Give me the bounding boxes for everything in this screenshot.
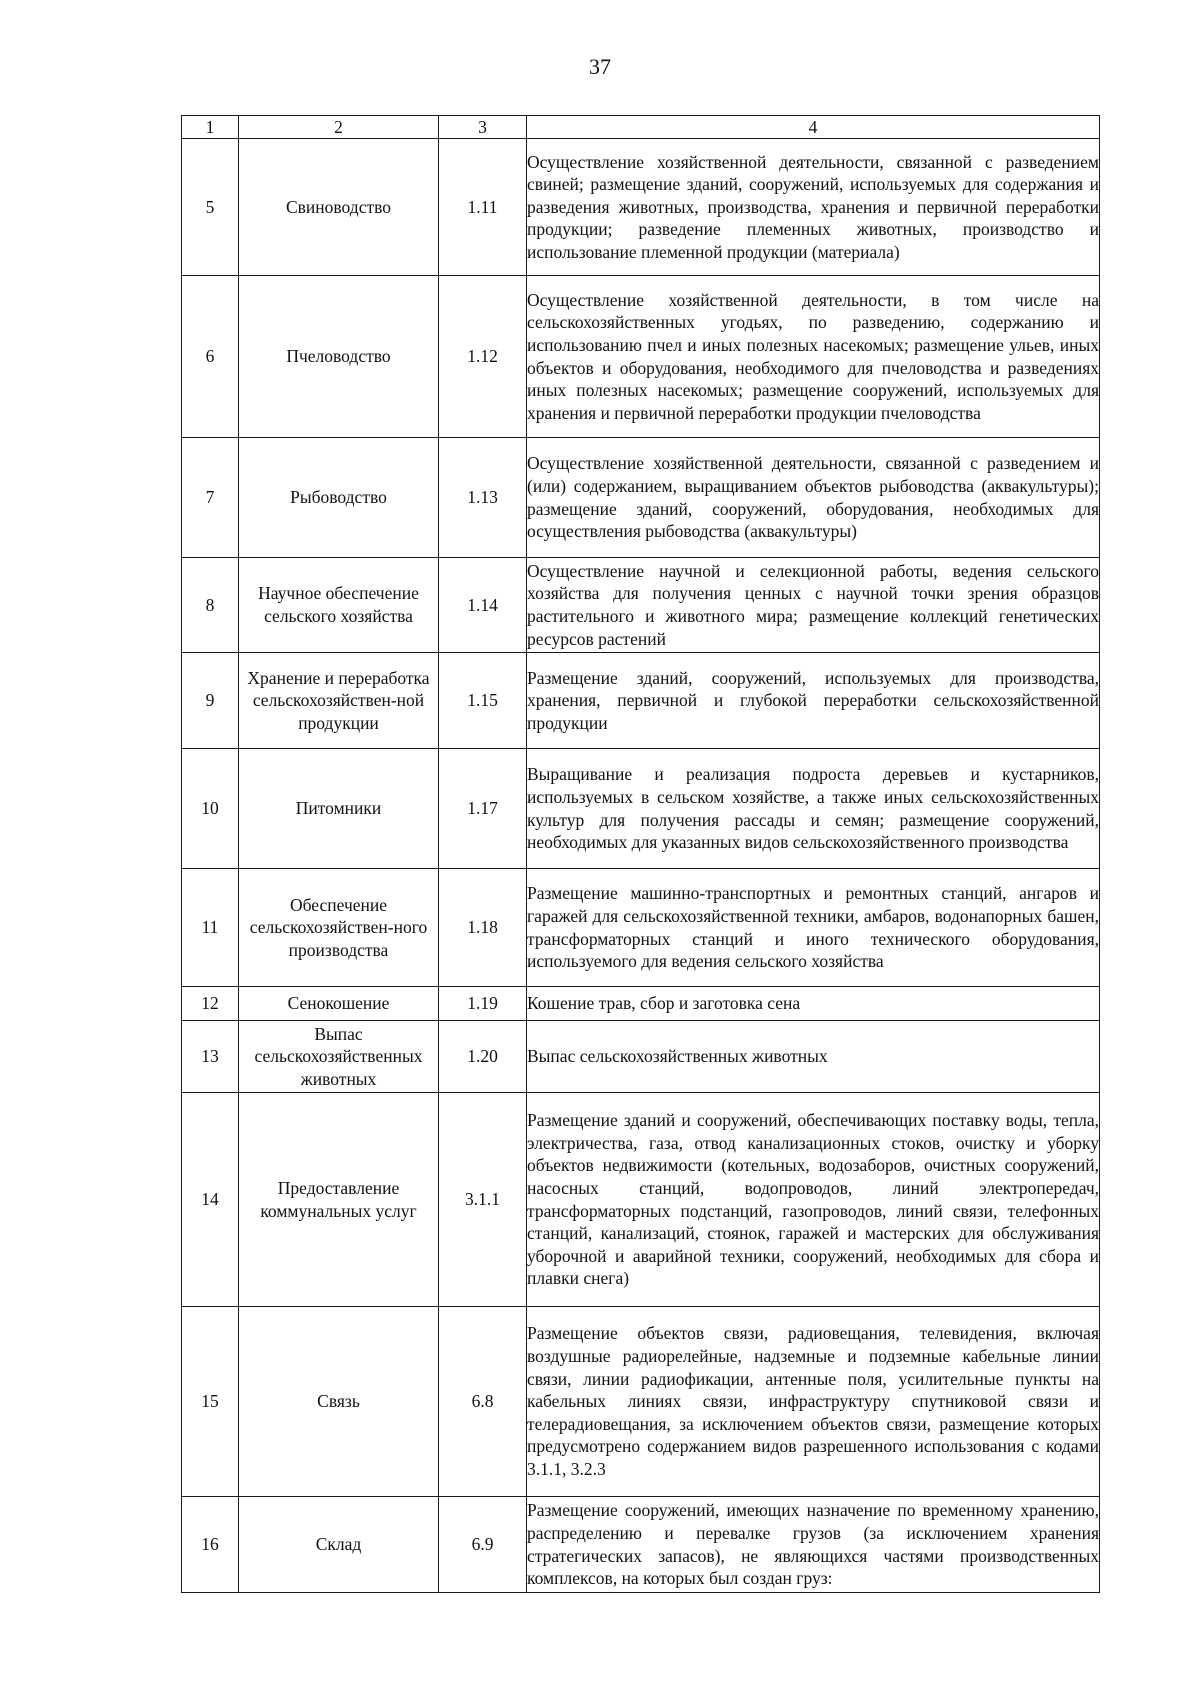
land-use-name: Склад [239, 1497, 439, 1593]
land-use-description: Размещение сооружений, имеющих назначение по временному хранению, распределению и перевалке грузов (за исключением хранения стратегических запасов), не являющихся частями производственных комплексов, на которых был создан груз: [527, 1497, 1100, 1593]
row-number: 14 [182, 1093, 239, 1307]
table-row [182, 558, 1100, 653]
table-row [182, 276, 1100, 438]
land-use-name: Рыбоводство [239, 438, 439, 558]
land-use-description: Осуществление хозяйственной деятельности, связанной с разведением и (или) содержанием, выращиванием объектов рыбоводства (аквакультуры); размещение зданий, сооружений, оборудования, необходимых для осуществления рыбоводства (аквакультуры) [527, 438, 1100, 558]
land-use-code: 1.14 [439, 558, 527, 653]
land-use-code: 1.11 [439, 139, 527, 276]
table-row [182, 1307, 1100, 1497]
row-number: 9 [182, 653, 239, 749]
header-col-1: 1 [182, 116, 239, 139]
land-use-description: Выпас сельскохозяйственных животных [527, 1021, 1100, 1093]
land-use-description: Размещение машинно-транспортных и ремонтных станций, ангаров и гаражей для сельскохозяйственной техники, амбаров, водонапорных башен, трансформаторных станций и иного технического оборудования, используемого для ведения сельского хозяйства [527, 869, 1100, 987]
row-number: 15 [182, 1307, 239, 1497]
land-use-description: Размещение объектов связи, радиовещания, телевидения, включая воздушные радиорелейные, надземные и подземные кабельные линии связи, линии радиофикации, антенные поля, усилительные пункты на кабельных линиях связи, инфраструктуру спутниковой связи и телерадиовещания, за исключением объектов связи, размещение которых предусмотрено содержанием видов разрешенного использования с кодами 3.1.1, 3.2.3 [527, 1307, 1100, 1497]
header-col-3: 3 [439, 116, 527, 139]
land-use-code: 6.9 [439, 1497, 527, 1593]
land-use-description: Размещение зданий, сооружений, используемых для производства, хранения, первичной и глубокой переработки сельскохозяйственной продукции [527, 653, 1100, 749]
land-use-code: 1.18 [439, 869, 527, 987]
land-use-code: 3.1.1 [439, 1093, 527, 1307]
land-use-name: Выпас сельскохозяйственных животных [239, 1021, 439, 1093]
header-col-2: 2 [239, 116, 439, 139]
land-use-code: 6.8 [439, 1307, 527, 1497]
row-number: 8 [182, 558, 239, 653]
land-use-description: Осуществление хозяйственной деятельности, связанной с разведением свиней; размещение зданий, сооружений, используемых для содержания и разведения животных, производства, хранения и первичной переработки продукции; разведение племенных животных, производство и использование племенной продукции (материала) [527, 139, 1100, 276]
row-number: 7 [182, 438, 239, 558]
land-use-code: 1.19 [439, 987, 527, 1021]
table-row [182, 653, 1100, 749]
row-number: 12 [182, 987, 239, 1021]
table-row [182, 749, 1100, 869]
land-use-code: 1.17 [439, 749, 527, 869]
row-number: 16 [182, 1497, 239, 1593]
header-row [182, 116, 1100, 139]
table-row [182, 869, 1100, 987]
land-use-name: Сенокошение [239, 987, 439, 1021]
land-use-name: Связь [239, 1307, 439, 1497]
land-use-name: Обеспечение сельскохозяйствен-ного производства [239, 869, 439, 987]
table-row [182, 1021, 1100, 1093]
land-use-name: Хранение и переработка сельскохозяйствен-ной продукции [239, 653, 439, 749]
table-body [182, 116, 1100, 1593]
land-use-name: Свиноводство [239, 139, 439, 276]
land-use-code: 1.15 [439, 653, 527, 749]
page-number: 37 [589, 54, 611, 79]
land-use-name: Пчеловодство [239, 276, 439, 438]
land-use-code: 1.13 [439, 438, 527, 558]
row-number: 11 [182, 869, 239, 987]
land-use-table [181, 115, 1100, 1593]
row-number: 6 [182, 276, 239, 438]
header-col-4: 4 [527, 116, 1100, 139]
table-row [182, 1497, 1100, 1593]
land-use-description: Осуществление научной и селекционной работы, ведения сельского хозяйства для получения ценных с научной точки зрения образцов растительного и животного мира; размещение коллекций генетических ресурсов растений [527, 558, 1100, 653]
row-number: 5 [182, 139, 239, 276]
land-use-description: Кошение трав, сбор и заготовка сена [527, 987, 1100, 1021]
table-row [182, 987, 1100, 1021]
land-use-code: 1.20 [439, 1021, 527, 1093]
row-number: 13 [182, 1021, 239, 1093]
land-use-description: Выращивание и реализация подроста деревьев и кустарников, используемых в сельском хозяйстве, а также иных сельскохозяйственных культур для получения рассады и семян; размещение сооружений, необходимых для указанных видов сельскохозяйственного производства [527, 749, 1100, 869]
land-use-code: 1.12 [439, 276, 527, 438]
land-use-name: Научное обеспечение сельского хозяйства [239, 558, 439, 653]
table-row [182, 438, 1100, 558]
land-use-description: Осуществление хозяйственной деятельности, в том числе на сельскохозяйственных угодьях, по разведению, содержанию и использованию пчел и иных полезных насекомых; размещение ульев, иных объектов и оборудования, необходимого для пчеловодства и разведениях иных полезных насекомых; размещение сооружений, используемых для хранения и первичной переработки продукции пчеловодства [527, 276, 1100, 438]
row-number: 10 [182, 749, 239, 869]
land-use-name: Предоставление коммунальных услуг [239, 1093, 439, 1307]
table-row [182, 1093, 1100, 1307]
land-use-description: Размещение зданий и сооружений, обеспечивающих поставку воды, тепла, электричества, газа, отвод канализационных стоков, очистку и уборку объектов недвижимости (котельных, водозаборов, очистных сооружений, насосных станций, водопроводов, линий электропередач, трансформаторных подстанций, газопроводов, линий связи, телефонных станций, канализаций, стоянок, гаражей и мастерских для обслуживания уборочной и аварийной техники, сооружений, необходимых для сбора и плавки снега) [527, 1093, 1100, 1307]
table-row [182, 139, 1100, 276]
land-use-name: Питомники [239, 749, 439, 869]
